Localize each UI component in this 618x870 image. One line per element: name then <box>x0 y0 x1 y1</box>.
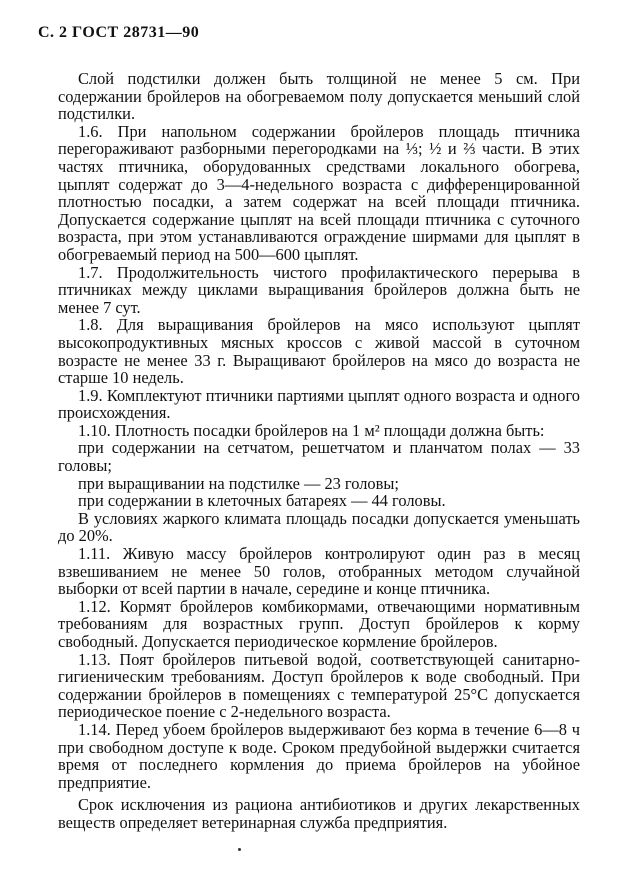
paragraph-1-13: 1.13. Поят бройлеров питьевой водой, соответствующей санитарно-гигиеническим требованиям. Доступ бройлеров к воде свободный. При содержании бройлеров в помещениях с температурой 25°С допускается периодическое поение с 2-недельного возраста. <box>58 649 580 722</box>
list-item-bedding: при выращивании на подстилке — 23 головы; <box>78 473 399 493</box>
document-body <box>58 70 580 832</box>
paragraph-hot-climate: В условиях жаркого климата площадь посадки допускается уменьшать до 20%. <box>58 508 580 546</box>
paragraph-1-6: 1.6. При напольном содержании бройлеров площадь птичника перегораживают разборными перегородками на ⅓; ½ и ⅔ части. В этих частях птичника, оборудованных средствами локального обогрева, цыплят содержат до 3—4-недельного возраста с дифференцированной плотностью посадки, а затем содержат на всей площади птичника. Допускается содержание цыплят на всей площади птичника с суточного возраста, при этом устанавливаются ограждение ширмами для цыплят в обогреваемый период на 500—600 цыплят. <box>58 121 580 264</box>
paragraph-1-12: 1.12. Кормят бройлеров комбикормами, отвечающими нормативным требованиям для возрастных групп. Доступ бройлеров к корму свободный. Допускается периодическое кормление бройлеров. <box>58 596 580 651</box>
paragraph-bedding: Слой подстилки должен быть толщиной не менее 5 см. При содержании бройлеров на обогреваемом полу допускается меньший слой подстилки. <box>58 69 580 124</box>
list-item-cage: при содержании в клеточных батареях — 44 головы. <box>78 491 446 511</box>
paragraph-1-14: 1.14. Перед убоем бройлеров выдерживают без корма в течение 6—8 ч при свободном доступе к воде. Сроком предубойной выдержки считается время от последнего кормления до приема бройлеров на убойное предприятие. <box>58 719 580 792</box>
paragraph-1-11: 1.11. Живую массу бройлеров контролируют один раз в месяц взвешиванием не менее 50 голов, отобранных методом случайной выборки от всей партии в начале, середине и конце птичника. <box>58 544 580 599</box>
page-header: С. 2 ГОСТ 28731—90 <box>38 24 200 41</box>
paragraph-1-9: 1.9. Комплектуют птичники партиями цыплят одного возраста и одного происхождения. <box>58 385 580 423</box>
page-dot-mark <box>238 848 241 851</box>
paragraph-1-10: 1.10. Плотность посадки бройлеров на 1 м² площади должна быть: <box>78 420 545 440</box>
list-item-net-floor: при содержании на сетчатом, решетчатом и планчатом полах — 33 головы; <box>58 438 580 476</box>
paragraph-1-8: 1.8. Для выращивания бройлеров на мясо используют цыплят высокопродуктивных мясных кроссов с живой массой в суточном возрасте не менее 33 г. Выращивают бройлеров на мясо до возраста не старше 10 недель. <box>58 315 580 388</box>
paragraph-antibiotics: Срок исключения из рациона антибиотиков и других лекарственных веществ определяет ветеринарная служба предприятия. <box>58 795 580 832</box>
paragraph-1-7: 1.7. Продолжительность чистого профилактического перерыва в птичниках между циклами выращивания бройлеров должна быть не менее 7 сут. <box>58 262 580 317</box>
